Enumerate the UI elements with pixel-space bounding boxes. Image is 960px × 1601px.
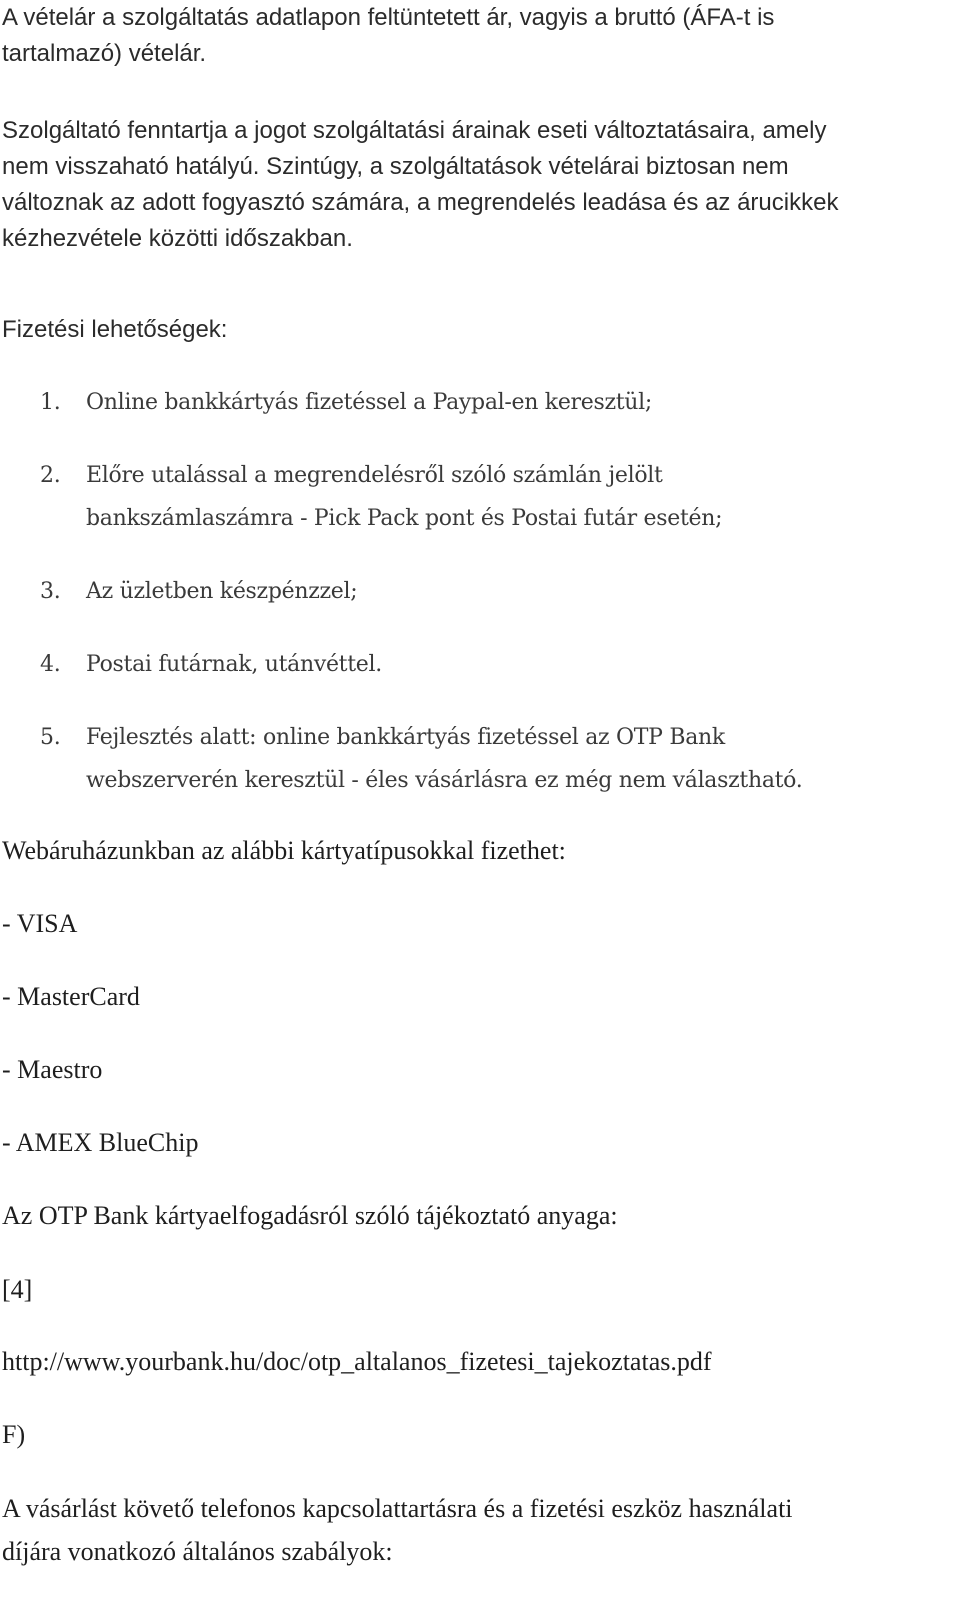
list-number: 1. — [40, 390, 61, 415]
payment-option-text: Az üzletben készpénzzel; — [86, 579, 358, 604]
price-change-paragraph — [2, 113, 838, 257]
payment-option-text — [86, 454, 722, 540]
payment-option-text-line-1: Előre utalással a megrendelésről szóló számlán jelölt — [86, 463, 663, 488]
otp-info-text: Az OTP Bank kártyaelfogadásról szóló tájékoztató anyaga: — [2, 1201, 618, 1230]
card-type-item: - Maestro — [2, 1055, 103, 1084]
list-number: 3. — [40, 579, 61, 604]
intro-line-2: tartalmazó) vételár. — [2, 40, 207, 67]
intro-paragraph — [2, 0, 774, 72]
closing-line-1: A vásárlást követő telefonos kapcsolattartásra és a fizetési eszköz használati — [2, 1494, 793, 1523]
price-change-line-3: változnak az adott fogyasztó számára, a megrendelés leadása és az árucikkek — [2, 189, 839, 216]
price-change-line-1: Szolgáltató fenntartja a jogot szolgáltatási árainak eseti változtatásaira, amely — [2, 117, 827, 144]
payment-option-text-line-1: Fejlesztés alatt: online bankkártyás fizetéssel az OTP Bank — [86, 725, 725, 750]
intro-line-1: A vételár a szolgáltatás adatlapon feltüntetett ár, vagyis a bruttó (ÁFA-t is — [2, 4, 775, 31]
list-number: 2. — [40, 463, 61, 488]
price-change-line-2: nem visszaható hatályú. Szintúgy, a szolgáltatások vételárai biztosan nem — [2, 153, 789, 180]
section-letter: F) — [2, 1420, 26, 1449]
otp-document-url[interactable]: http://www.yourbank.hu/doc/otp_altalanos_fizetesi_tajekoztatas.pdf — [2, 1347, 712, 1376]
card-type-item: - MasterCard — [2, 982, 140, 1011]
payment-option-text: Postai futárnak, utánvéttel. — [86, 652, 382, 677]
card-type-item: - VISA — [2, 909, 78, 938]
card-type-item: - AMEX BlueChip — [2, 1128, 199, 1157]
closing-paragraph — [2, 1487, 793, 1573]
list-number: 4. — [40, 652, 61, 677]
payment-option-text — [86, 716, 802, 802]
price-change-line-4: kézhezvétele közötti időszakban. — [2, 225, 353, 252]
payment-option-text-line-2: bankszámlaszámra - Pick Pack pont és Postai futár esetén; — [86, 506, 723, 531]
payment-option-text: Online bankkártyás fizetéssel a Paypal-en keresztül; — [86, 390, 653, 415]
payment-heading: Fizetési lehetőségek: — [2, 316, 228, 343]
cards-heading: Webáruházunkban az alábbi kártyatípusokkal fizethet: — [2, 836, 566, 865]
payment-option-text-line-2: webszerverén keresztül - éles vásárlásra ez még nem választható. — [86, 768, 803, 793]
reference-marker: [4] — [2, 1275, 33, 1304]
list-number: 5. — [40, 725, 61, 750]
closing-line-2: díjára vonatkozó általános szabályok: — [2, 1537, 393, 1566]
